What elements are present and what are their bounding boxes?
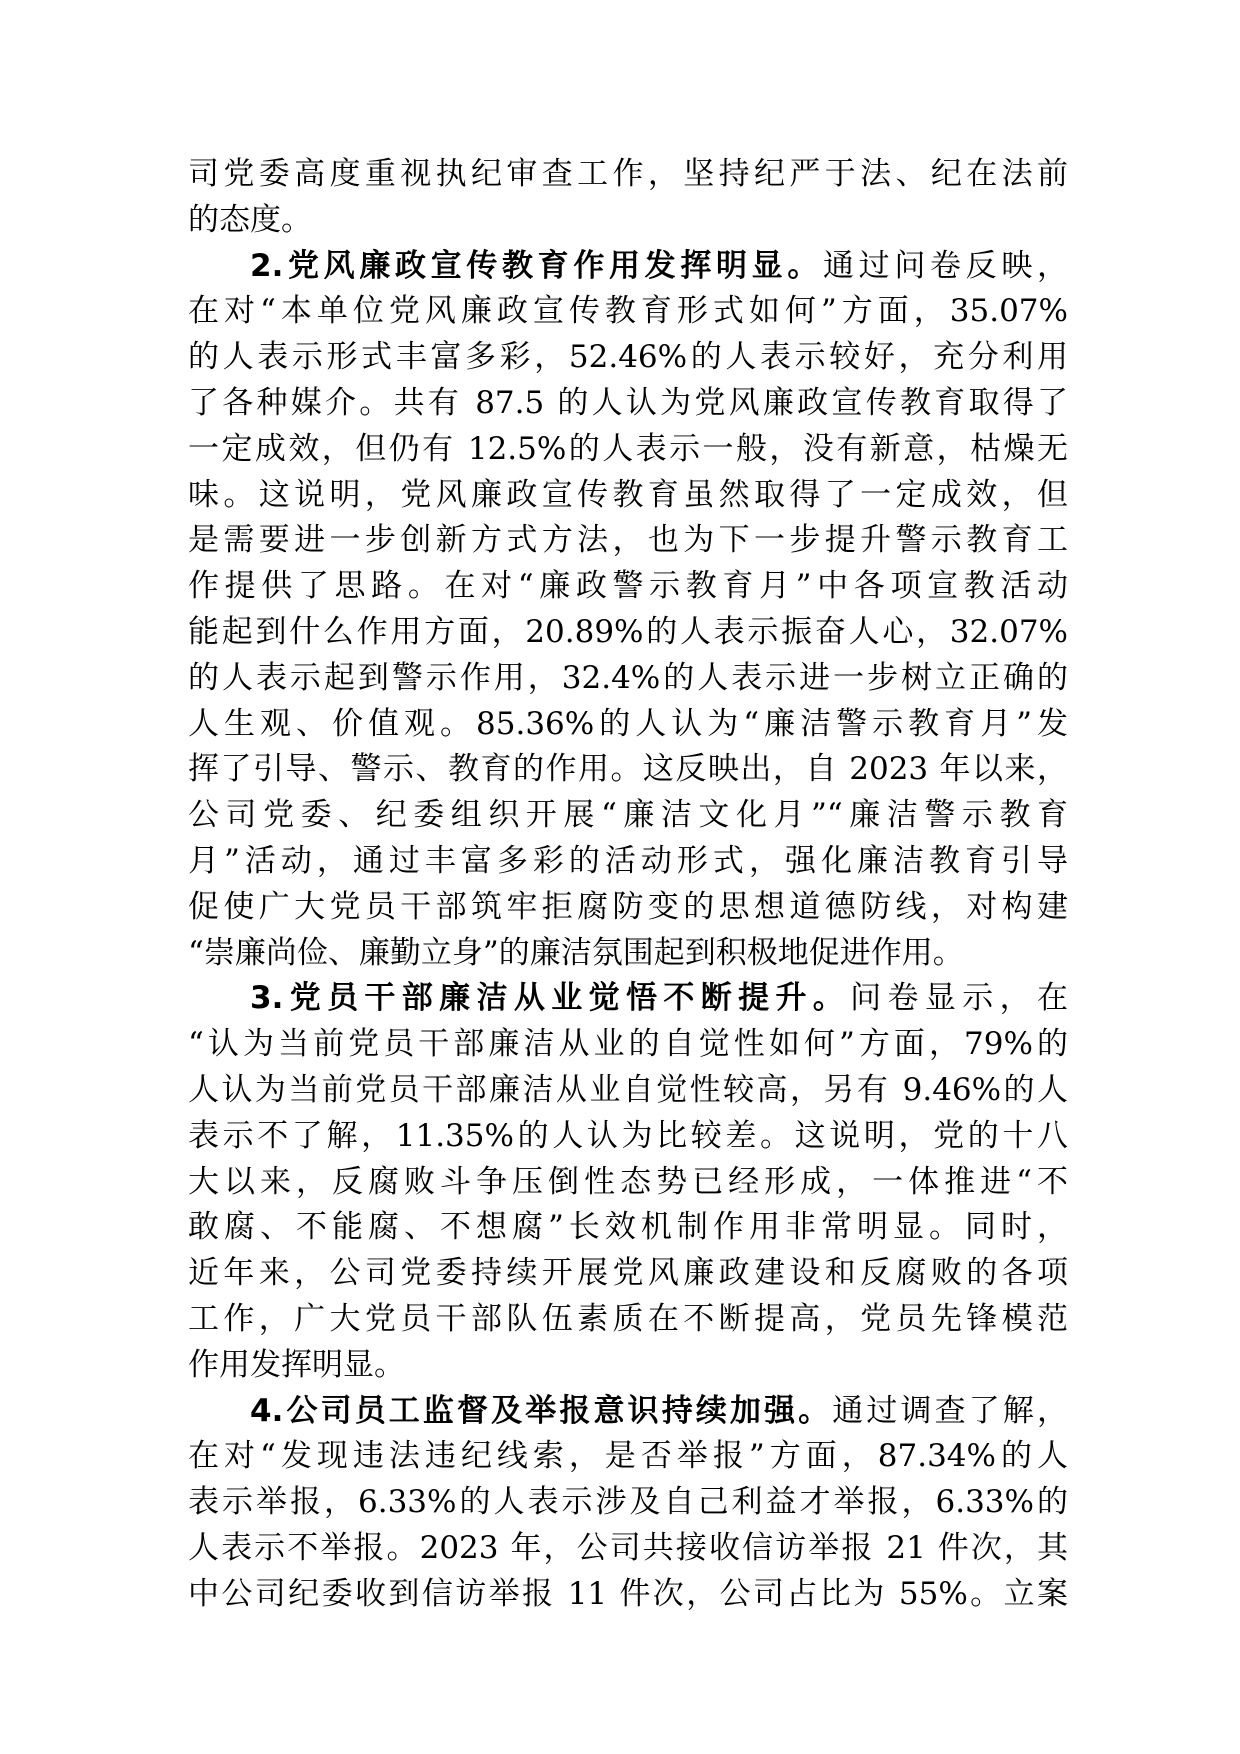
text-line: 作用发挥明显。 <box>188 1346 405 1383</box>
text-line: 表示不了解，11.35%的人认为比较差。这说明，党的十八 <box>188 1117 1068 1154</box>
text-line: 一定成效，但仍有 12.5%的人表示一般，没有新意，枯燥无 <box>188 430 1068 467</box>
text-line: 司党委高度重视执纪审查工作，坚持纪严于法、纪在法前 <box>188 156 1068 192</box>
text-line: “崇廉尚俭、廉勤立身”的廉洁氛围起到积极地促进作用。 <box>188 934 964 971</box>
text-line: 在对“本单位党风廉政宣传教育形式如何”方面，35.07% <box>188 293 1068 330</box>
text-line: 的人表示起到警示作用，32.4%的人表示进一步树立正确的 <box>188 659 1068 696</box>
text-line: 敢腐、不能腐、不想腐”长效机制作用非常明显。同时， <box>188 1209 1068 1246</box>
text-line: 人表示不举报。2023 年，公司共接收信访举报 21 件次，其 <box>188 1529 1068 1566</box>
text-line: 月”活动，通过丰富多彩的活动形式，强化廉洁教育引导 <box>188 842 1068 879</box>
section-heading-2: 2.党风廉政宣传教育作用发挥明显。 <box>250 247 823 284</box>
text-line: 大以来，反腐败斗争压倒性态势已经形成，一体推进“不 <box>188 1163 1068 1200</box>
text-line: 近年来，公司党委持续开展党风廉政建设和反腐败的各项 <box>188 1255 1068 1292</box>
text-line: 是需要进一步创新方式方法，也为下一步提升警示教育工 <box>188 522 1068 559</box>
text-line: 促使广大党员干部筑牢拒腐防变的思想道德防线，对构建 <box>188 888 1068 925</box>
text-line: 了各种媒介。共有 87.5 的人认为党风廉政宣传教育取得了 <box>188 384 1068 421</box>
text-line: 能起到什么作用方面，20.89%的人表示振奋人心，32.07% <box>188 613 1068 650</box>
text-line: 作提供了思路。在对“廉政警示教育月”中各项宣教活动 <box>188 568 1068 605</box>
text-run: 通过问卷反映， <box>823 247 1068 284</box>
text-line: “认为当前党员干部廉洁从业的自觉性如何”方面，79%的 <box>188 1026 1068 1063</box>
section-heading-3: 3.党员干部廉洁从业觉悟不断提升。 <box>250 980 851 1017</box>
text-run: 问卷显示，在 <box>850 980 1068 1017</box>
text-line <box>188 1389 1068 1435</box>
text-line: 挥了引导、警示、教育的作用。这反映出，自 2023 年以来， <box>188 751 1068 788</box>
text-line: 中公司纪委收到信访举报 11 件次，公司占比为 55%。立案 <box>188 1575 1068 1612</box>
text-line <box>188 244 1068 290</box>
text-line: 的态度。 <box>188 201 312 238</box>
text-line: 公司党委、纪委组织开展“廉洁文化月”“廉洁警示教育 <box>188 797 1068 834</box>
text-run: 通过调查了解， <box>832 1392 1068 1429</box>
text-line: 味。这说明，党风廉政宣传教育虽然取得了一定成效，但 <box>188 476 1068 513</box>
section-heading-4: 4.公司员工监督及举报意识持续加强。 <box>250 1392 833 1429</box>
body-text <box>188 152 1068 1618</box>
text-line: 工作，广大党员干部队伍素质在不断提高，党员先锋模范 <box>188 1300 1068 1337</box>
text-line <box>188 976 1068 1022</box>
text-line: 人生观、价值观。85.36%的人认为“廉洁警示教育月”发 <box>188 705 1068 742</box>
text-line: 在对“发现违法违纪线索，是否举报”方面，87.34%的人 <box>188 1438 1068 1475</box>
text-line: 人认为当前党员干部廉洁从业自觉性较高，另有 9.46%的人 <box>188 1071 1068 1108</box>
text-line: 表示举报，6.33%的人表示涉及自己利益才举报，6.33%的 <box>188 1484 1068 1521</box>
text-line: 的人表示形式丰富多彩，52.46%的人表示较好，充分利用 <box>188 339 1068 376</box>
